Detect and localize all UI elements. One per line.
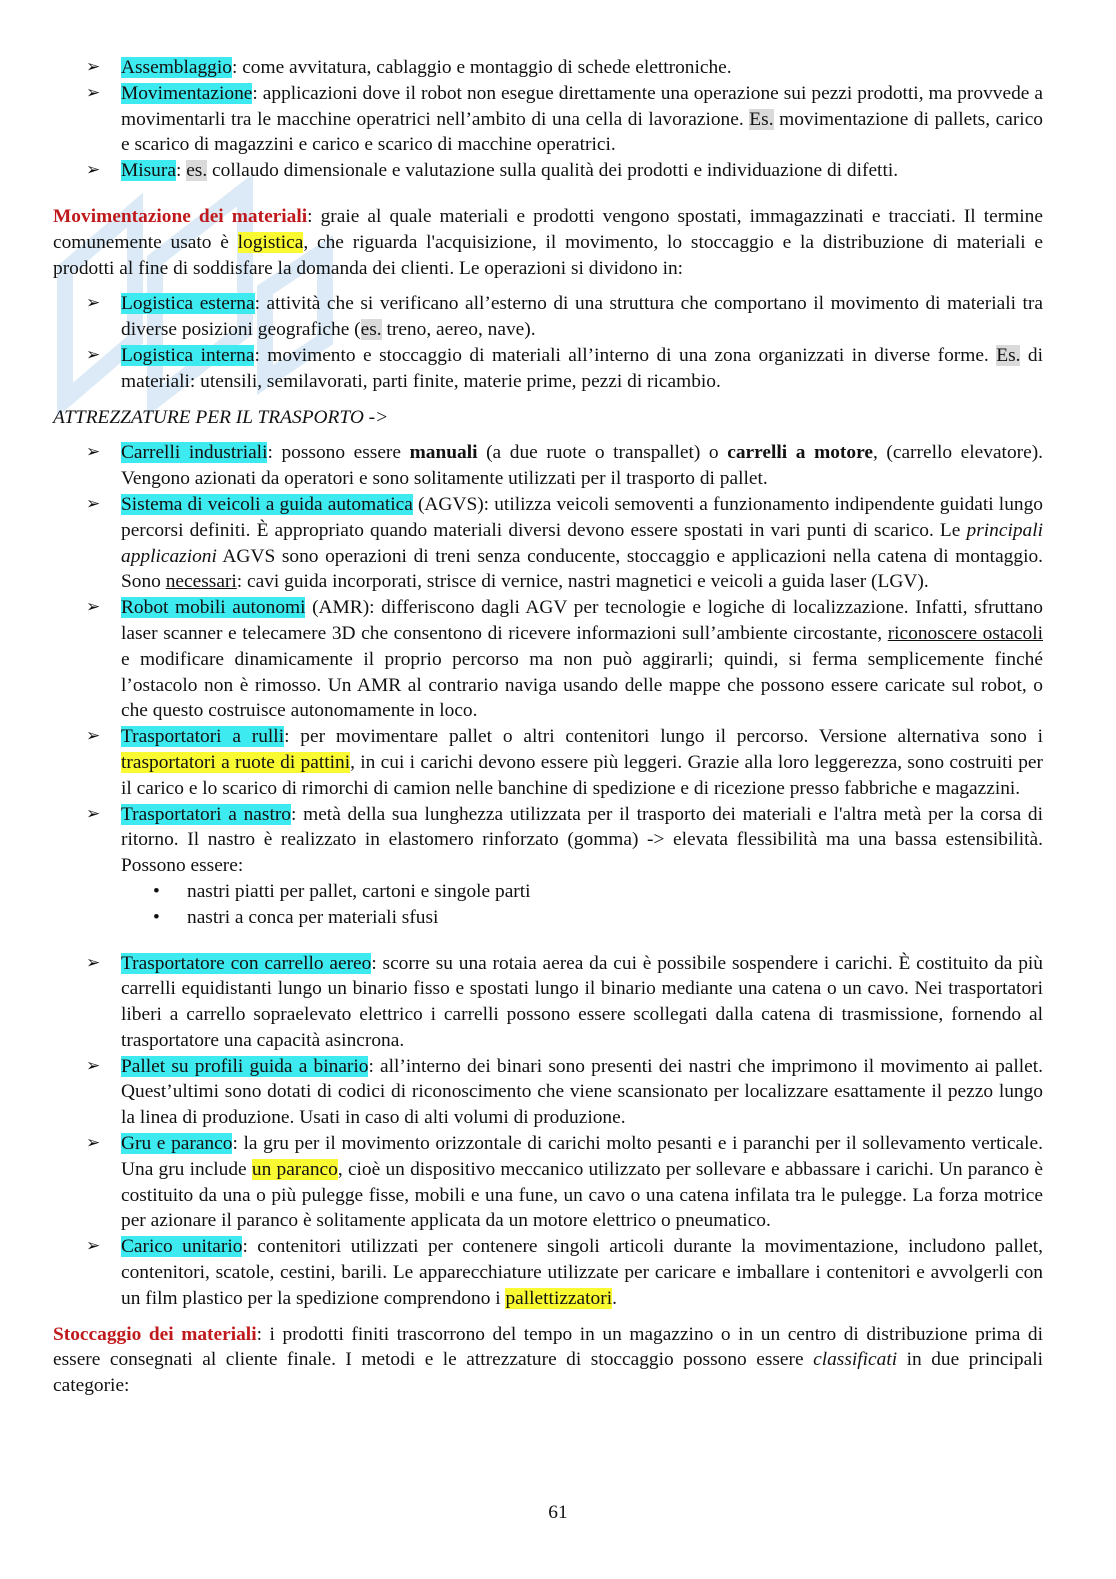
- term-highlight: Logistica interna: [121, 344, 255, 366]
- paragraph-text: in due principali categorie:: [53, 1349, 1043, 1397]
- term-highlight: Trasportatori a rulli: [121, 726, 285, 748]
- list-item: [53, 1131, 1043, 1234]
- item-text: : scorre su una rotaia aerea da cui è possibile sospendere i carichi. È costituito da più carrelli equidistanti lungo un binario fisso e spostati lungo il binario mediante una catena o un cavo. Nei trasportatori liberi a carrello sopraelevato elettrico i carrelli possono essere scollegati dalla catena di trasmissione, fornendo al trasportatore una capacità asincrona.: [121, 952, 1043, 1051]
- bullet-dot-icon: •: [153, 880, 160, 902]
- list-item: [53, 951, 1043, 1054]
- item-text: : la gru per il movimento orizzontale di carichi molto pesanti e i paranchi per il sollevamento verticale. Una gru include: [121, 1133, 1043, 1180]
- item-text: : cavi guida incorporati, strisce di vernice, nastri magnetici e veicoli a guida laser (LGV).: [236, 571, 929, 593]
- item-text: : all’interno dei binari sono presenti dei nastri che imprimono il movimento ai pallet. Quest’ultimi sono dotati di codici di riconoscimento che viene scansionato per localizzare esattamente il pezzo lungo la linea di produzione. Usati in caso di alti volumi di produzione.: [121, 1055, 1043, 1129]
- arrow-bullet-icon: ➢: [86, 597, 101, 618]
- term-highlight: Carico unitario: [121, 1236, 243, 1258]
- arrow-bullet-icon: ➢: [86, 1236, 101, 1257]
- bold-text: manuali: [409, 442, 478, 464]
- term-highlight: Sistema di veicoli a guida automatica: [121, 493, 413, 515]
- transport-equipment-list: [53, 440, 1043, 1311]
- list-item: [53, 55, 1043, 81]
- es-highlight: Es.: [996, 344, 1021, 366]
- section-heading: Movimentazione dei materiali: [53, 205, 308, 227]
- item-text: : attività che si verificano all’esterno di una struttura che comportano il movimento di materiali tra diverse posizioni geografiche (: [121, 293, 1043, 341]
- page-number: 61: [548, 1502, 568, 1523]
- item-text: nastri piatti per pallet, cartoni e singole parti: [187, 880, 531, 902]
- arrow-bullet-icon: ➢: [86, 344, 101, 365]
- stoccaggio-paragraph: [53, 1322, 1043, 1399]
- term-highlight: Trasportatore con carrello aereo: [121, 952, 372, 974]
- bold-text: carrelli a motore: [727, 442, 873, 464]
- term-highlight: Trasportatori a nastro: [121, 803, 291, 825]
- term-highlight: Gru e paranco: [121, 1133, 233, 1155]
- arrow-bullet-icon: ➢: [86, 57, 101, 77]
- underlined-text: necessari: [165, 571, 237, 593]
- item-text: treno, aereo, nave).: [381, 319, 536, 341]
- arrow-bullet-icon: ➢: [86, 1055, 101, 1076]
- item-text: .: [612, 1287, 617, 1309]
- item-text: (AMR): differiscono dagli AGV per tecnologie e logiche di localizzazione. Infatti, sfruttano laser scanner e telecamere 3D che consentono di ricevere informazioni sull’ambiente circostante,: [121, 597, 1043, 644]
- item-text: (AGVS): utilizza veicoli semoventi a funzionamento indipendente guidati lungo percorsi definiti. È appropriato quando materiali diversi devono essere spostati in vari punti di scarico. Le: [121, 493, 1043, 541]
- list-item: [53, 595, 1043, 724]
- item-text: movimentazione di pallets, carico e scarico di magazzini e carico e scarico di macchine operatrici.: [121, 108, 1043, 156]
- item-text: nastri a conca per materiali sfusi: [187, 906, 439, 928]
- item-text: di materiali: utensili, semilavorati, parti finite, materie prime, pezzi di ricambio.: [121, 344, 1044, 392]
- item-text: AGVS sono operazioni di treni senza conducente, stoccaggio e applicazioni nella catena di montaggio. Sono: [121, 545, 1043, 593]
- underlined-text: riconoscere ostacoli: [887, 622, 1043, 644]
- list-item: [53, 158, 1043, 184]
- item-text: :: [175, 160, 187, 182]
- arrow-bullet-icon: ➢: [86, 803, 101, 824]
- paragraph-text: : graie al quale materiali e prodotti vengono spostati, immagazzinati e tracciati. Il termine comunemente usato è: [53, 205, 1043, 253]
- list-item: [53, 1234, 1043, 1311]
- term-highlight: Misura: [121, 160, 176, 182]
- item-text: e modificare dinamicamente il proprio percorso ma non può aggirarli; quindi, si ferma semplicemente finché l’ostacolo non è rimosso. Un AMR al contrario naviga usando delle mappe che possono essere caricate sul robot, o che questo costruisce autonomamente in loco.: [121, 648, 1043, 722]
- page-content: [53, 55, 1043, 1399]
- keyword-highlight: pallettizzatori: [505, 1287, 613, 1309]
- term-highlight: Pallet su profili guida a binario: [121, 1055, 369, 1077]
- bullet-dot-icon: •: [153, 906, 160, 928]
- arrow-bullet-icon: ➢: [86, 442, 101, 463]
- italic-heading: ATTREZZATURE PER IL TRASPORTO ->: [53, 406, 389, 428]
- logistica-list: [53, 291, 1043, 394]
- list-item: [53, 1054, 1043, 1131]
- es-highlight: Es.: [749, 108, 774, 130]
- item-text: : per movimentare pallet o altri contenitori lungo il percorso. Versione alternativa sono i: [284, 726, 1043, 748]
- paragraph-text: : i prodotti finiti trascorrono del tempo in un magazzino o in un centro di distribuzione prima di essere consegnati al cliente finale. I metodi e le attrezzature di stoccaggio possono essere: [53, 1323, 1043, 1371]
- item-text: : come avvitatura, cablaggio e montaggio di schede elettroniche.: [231, 57, 732, 78]
- es-highlight: es.: [360, 319, 382, 341]
- item-text: collaudo dimensionale e valutazione sulla qualità dei prodotti e individuazione di difetti.: [207, 160, 899, 182]
- term-highlight: Carrelli industriali: [121, 442, 268, 464]
- section-heading: Stoccaggio dei materiali: [53, 1323, 257, 1345]
- term-highlight: Movimentazione: [121, 82, 253, 104]
- nastro-types-list: [121, 879, 1043, 931]
- keyword-highlight: trasportatori a ruote di pattini: [121, 751, 351, 773]
- es-highlight: es.: [186, 160, 208, 182]
- item-text: , in cui i carichi devono essere più leggeri. Grazie alla loro leggerezza, sono costruiti per il carico e lo scarico di rimorchi di camion nelle banchine di spedizione e di ricezione presso fabbriche e magazzini.: [121, 751, 1043, 799]
- list-item: [53, 81, 1043, 158]
- item-text: , (carrello elevatore). Vengono azionati da operatori e sono solitamente utilizzati per il trasporto di pallet.: [121, 442, 1044, 490]
- item-text: : contenitori utilizzati per contenere singoli articoli durante la movimentazione, includono pallet, contenitori, scatole, cestini, barili. Le apparecchiature utilizzate per caricare e imballare i contenitori e avvolgerli con un film plastico per la spedizione comprendono i: [121, 1236, 1043, 1309]
- arrow-bullet-icon: ➢: [86, 1133, 101, 1154]
- italic-text: classificati: [813, 1349, 898, 1371]
- list-item: [53, 802, 1043, 951]
- arrow-bullet-icon: ➢: [86, 952, 101, 973]
- robot-applications-list: [53, 55, 1043, 184]
- paragraph-text: , che riguarda l'acquisizione, il movimento, lo stoccaggio e la distribuzione di materiali e prodotti al fine di soddisfare la domanda dei clienti. Le operazioni si dividono in:: [53, 231, 1044, 279]
- arrow-bullet-icon: ➢: [86, 293, 101, 314]
- list-item: [121, 905, 1043, 931]
- list-item: [53, 343, 1043, 395]
- item-text: : possono essere: [267, 442, 410, 464]
- attrezzature-heading: [53, 405, 1043, 431]
- item-text: : movimento e stoccaggio di materiali all’interno di una zona organizzati in diverse forme.: [254, 344, 997, 366]
- term-highlight: Robot mobili autonomi: [121, 597, 306, 619]
- item-text: (a due ruote o transpallet) o: [477, 442, 728, 464]
- list-item: [53, 724, 1043, 801]
- italic-text: principali applicazioni: [121, 519, 1043, 567]
- item-text: : metà della sua lunghezza utilizzata per il trasporto dei materiali e l'altra metà per la corsa di ritorno. Il nastro è realizzato in elastomero rinforzato (gomma) -> elevata flessibilità ma una bassa estensibilità. Possono essere:: [121, 803, 1044, 877]
- item-text: , cioè un dispositivo meccanico utilizzato per sollevare e abbassare i carichi. Un paranco è costituito da una o più pulegge fisse, mobili e una fune, un cavo o una catena infilata tra le pulegge. La forza motrice per azionare il paranco è solitamente applicata da un motore elettrico o pneumatico.: [121, 1158, 1043, 1232]
- arrow-bullet-icon: ➢: [86, 726, 101, 747]
- term-highlight: Logistica esterna: [121, 293, 255, 315]
- list-item: [53, 440, 1043, 492]
- list-item: [53, 492, 1043, 595]
- list-item: [121, 879, 1043, 905]
- keyword-highlight: un paranco: [251, 1158, 338, 1180]
- movimentazione-paragraph: [53, 204, 1043, 281]
- term-highlight: Assemblaggio: [121, 57, 232, 78]
- item-text: : applicazioni dove il robot non esegue direttamente una operazione sui pezzi prodotti, ma provvede a movimentarli tra le macchine operatrici nell’ambito di una cella di lavorazione.: [121, 82, 1043, 130]
- keyword-highlight: logistica: [237, 231, 304, 253]
- arrow-bullet-icon: ➢: [86, 160, 101, 181]
- arrow-bullet-icon: ➢: [86, 82, 101, 103]
- list-item: [53, 291, 1043, 343]
- arrow-bullet-icon: ➢: [86, 493, 101, 514]
